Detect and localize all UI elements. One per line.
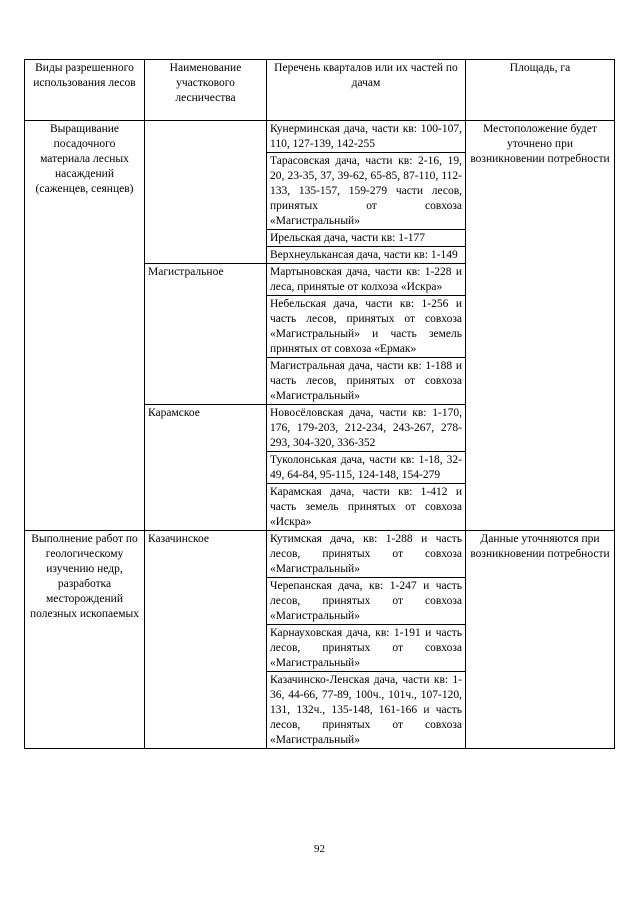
- header-use-type: Виды разрешенного использования лесов: [25, 60, 145, 121]
- quarter-entry: Туколонськая дача, части кв: 1-18, 32-49, 64-84, 95-115, 124-148, 154-279: [267, 452, 465, 484]
- quarter-entry: Кунерминская дача, части кв: 100-107, 110, 127-139, 142-255: [267, 121, 465, 153]
- quarter-entry: Черепанская дача, кв: 1-247 и часть лесов, принятых от совхоза «Магистральный»: [267, 578, 465, 625]
- area-cell: Данные уточняются при возникновении потребности: [466, 531, 615, 749]
- quarter-entry: Верхнеулькансая дача, части кв: 1-149: [270, 249, 458, 261]
- table-row: [25, 531, 615, 749]
- forestry-name-cell: Карамское: [145, 405, 267, 531]
- header-area: Площадь, га: [466, 60, 615, 121]
- use-type-cell: Выращивание посадочного материала лесных насаждений (саженцев, сеянцев): [25, 121, 145, 531]
- table-header-row: [25, 60, 615, 121]
- quarters-cell: [267, 405, 466, 531]
- quarter-entry: Карамская дача, части кв: 1-412 и часть земель принятых от совхоза «Искра»: [270, 486, 462, 528]
- forestry-name-cell: Казачинское: [145, 531, 267, 749]
- quarter-entry: Ирельская дача, части кв: 1-177: [267, 230, 465, 247]
- forestry-name-cell: [145, 121, 267, 264]
- quarter-entry: Карнауховская дача, кв: 1-191 и часть лесов, принятых от совхоза «Магистральный»: [267, 625, 465, 672]
- area-cell: Местоположение будет уточнено при возникновении потребности: [466, 121, 615, 531]
- forestry-name-cell: Магистральное: [145, 264, 267, 405]
- quarters-cell: [267, 264, 466, 405]
- quarter-entry: Кутимская дача, кв: 1-288 и часть лесов, принятых от совхоза «Магистральный»: [267, 531, 465, 578]
- forest-use-table: [24, 59, 615, 749]
- use-type-cell: Выполнение работ по геологическому изучению недр, разработка месторождений полезных ископаемых: [25, 531, 145, 749]
- header-quarters-list: Перечень кварталов или их частей по дачам: [267, 60, 466, 121]
- quarter-entry: Магистральная дача, части кв: 1-188 и часть лесов, принятых от совхоза «Магистральный»: [270, 360, 462, 402]
- quarter-entry: Казачинско-Ленская дача, части кв: 1-36, 44-66, 77-89, 100ч., 101ч., 107-120, 131, 132ч., 135-148, 161-166 и часть лесов, принятых от совхоза «Магистральный»: [270, 674, 462, 746]
- page-number: 92: [314, 843, 325, 855]
- quarter-entry: Тарасовская дача, части кв: 2-16, 19, 20, 23-35, 37, 39-62, 65-85, 87-110, 112-133, 135-157, 159-279 части лесов, принятых от совхоза «Магистральный»: [267, 153, 465, 230]
- header-forestry-name: Наименование участкового лесничества: [145, 60, 267, 121]
- quarter-entry: Новосёловская дача, части кв: 1-170, 176, 179-203, 212-234, 243-267, 278-293, 304-320, 336-352: [267, 405, 465, 452]
- quarters-cell: [267, 531, 466, 749]
- table-row: [25, 121, 615, 264]
- quarter-entry: Мартыновская дача, части кв: 1-228 и леса, принятые от колхоза «Искра»: [267, 264, 465, 296]
- quarter-entry: Небельская дача, части кв: 1-256 и часть лесов, принятых от совхоза «Магистральный» и часть земель принятых от совхоза «Ермак»: [267, 296, 465, 358]
- quarters-cell: [267, 121, 466, 264]
